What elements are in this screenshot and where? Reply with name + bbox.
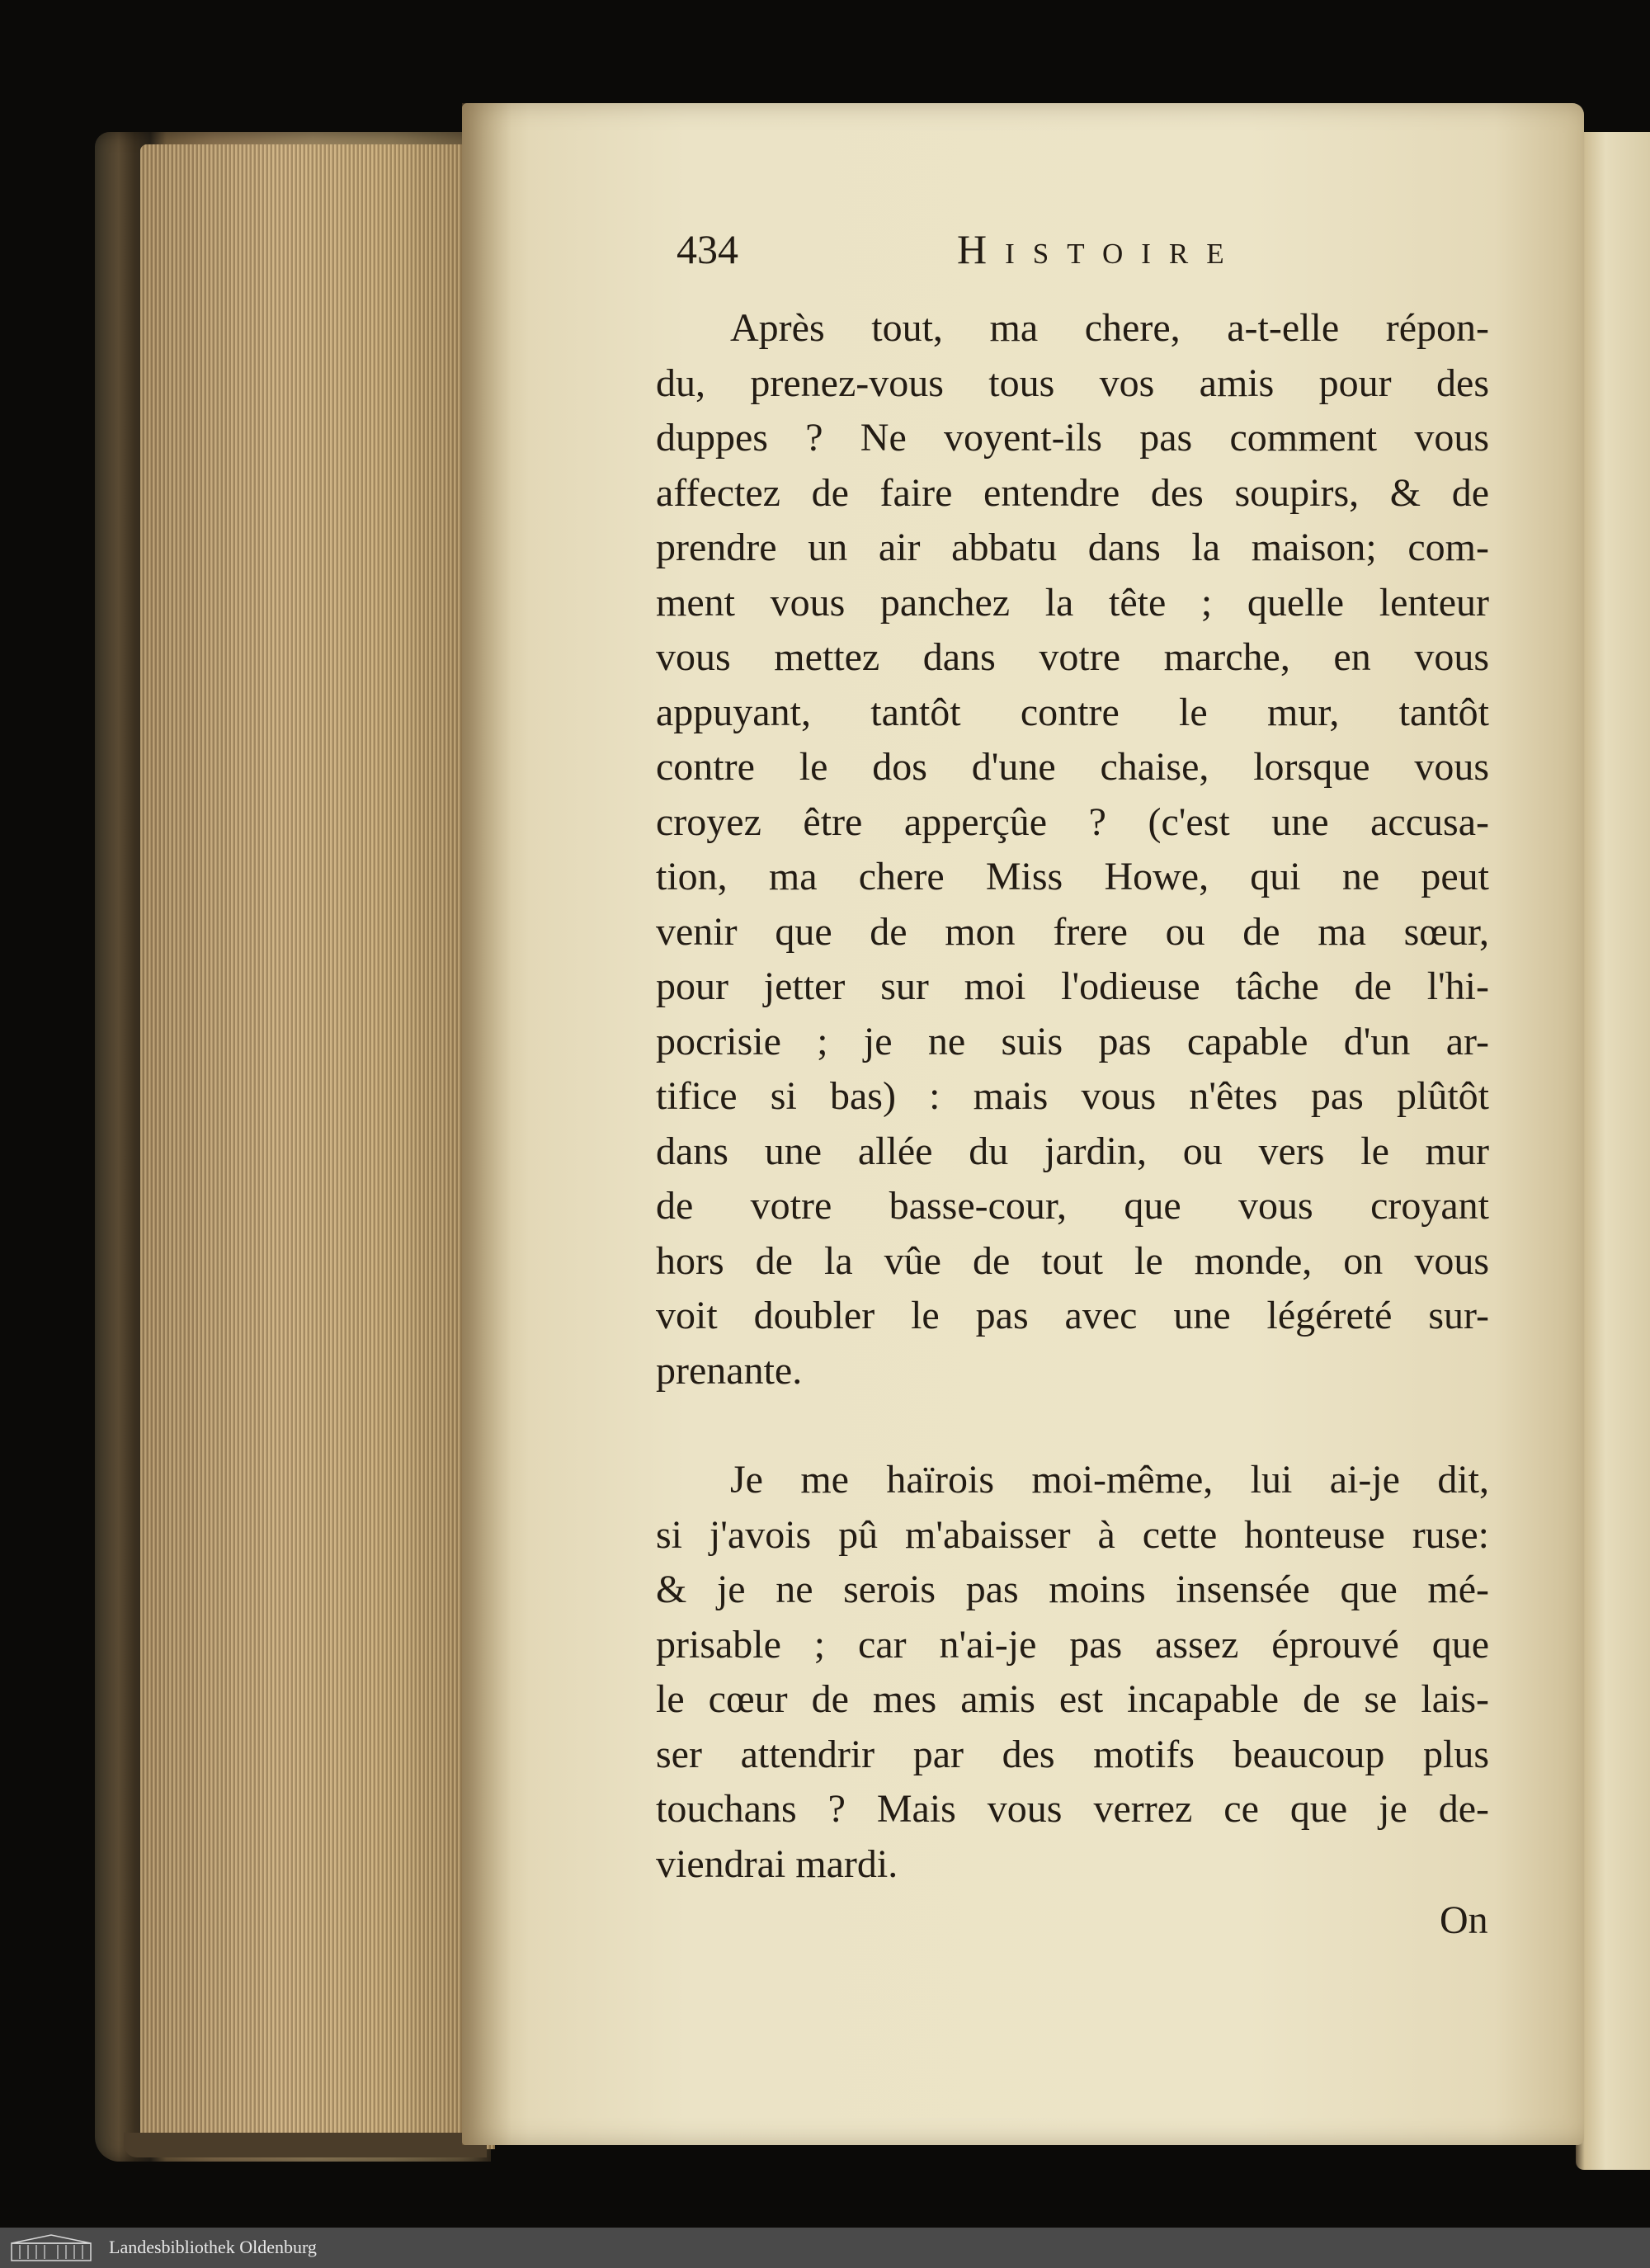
catchword: On	[1440, 1898, 1488, 1942]
text-line: vous mettez dans votre marche, en vous	[656, 635, 1489, 679]
facing-page-edge	[1576, 132, 1650, 2170]
running-head: Histoire	[957, 226, 1242, 272]
text-line: pour jetter sur moi l'odieuse tâche de l'hi-	[656, 964, 1489, 1008]
text-line: hors de la vûe de tout le monde, on vous	[656, 1238, 1489, 1283]
book-bottom-edge	[124, 2133, 487, 2157]
text-line: viendrai mardi.	[656, 1841, 898, 1886]
text-line: duppes ? Ne voyent-ils pas comment vous	[656, 416, 1489, 460]
text-line: de votre basse-cour, que vous croyant	[656, 1184, 1489, 1228]
text-line: ment vous panchez la tête ; quelle lenteur	[656, 580, 1489, 625]
text-line: tion, ma chere Miss Howe, qui ne peut	[656, 855, 1489, 898]
text-line: le cœur de mes amis est incapable de se lais-	[656, 1677, 1489, 1721]
page-number: 434	[676, 226, 738, 272]
library-name: Landesbibliothek Oldenburg	[109, 2237, 317, 2257]
text-line: venir que de mon frere ou de ma sœur,	[656, 909, 1489, 954]
library-building-icon	[10, 2233, 92, 2262]
page-gutter-shadow	[462, 103, 512, 2145]
text-line: touchans ? Mais vous verrez ce que je de-	[656, 1787, 1489, 1831]
page-edges	[140, 144, 495, 2149]
paragraph-gap	[656, 1398, 1489, 1453]
text-line: prisable ; car n'ai-je pas assez éprouvé que	[656, 1622, 1489, 1667]
text-line: prendre un air abbatu dans la maison; com-	[656, 526, 1489, 569]
body-text	[656, 301, 1489, 1892]
footer-bar	[0, 2228, 1650, 2268]
text-line: Je me haïrois moi-même, lui ai-je dit,	[730, 1458, 1489, 1502]
text-line: voit doubler le pas avec une légéreté sur-	[656, 1294, 1489, 1337]
text-line: contre le dos d'une chaise, lorsque vous	[656, 745, 1489, 789]
text-line: ser attendrir par des motifs beaucoup plus	[656, 1732, 1489, 1776]
text-line: dans une allée du jardin, ou vers le mur	[656, 1129, 1489, 1173]
text-line: pocrisie ; je ne suis pas capable d'un ar-	[656, 1019, 1489, 1063]
text-line: & je ne serois pas moins insensée que mé-	[656, 1568, 1489, 1611]
text-line: si j'avois pû m'abaisser à cette honteuse ruse:	[656, 1512, 1489, 1557]
text-line: croyez être apperçûe ? (c'est une accusa-	[656, 799, 1489, 844]
text-line: tifice si bas) : mais vous n'êtes pas plûtôt	[656, 1074, 1489, 1118]
text-line: du, prenez-vous tous vos amis pour des	[656, 361, 1489, 405]
text-line: prenante.	[656, 1348, 803, 1393]
text-line: Après tout, ma chere, a-t-elle répon-	[730, 306, 1489, 350]
page-header	[676, 224, 1502, 290]
text-line: appuyant, tantôt contre le mur, tantôt	[656, 690, 1489, 734]
text-line: affectez de faire entendre des soupirs, & de	[656, 470, 1489, 515]
